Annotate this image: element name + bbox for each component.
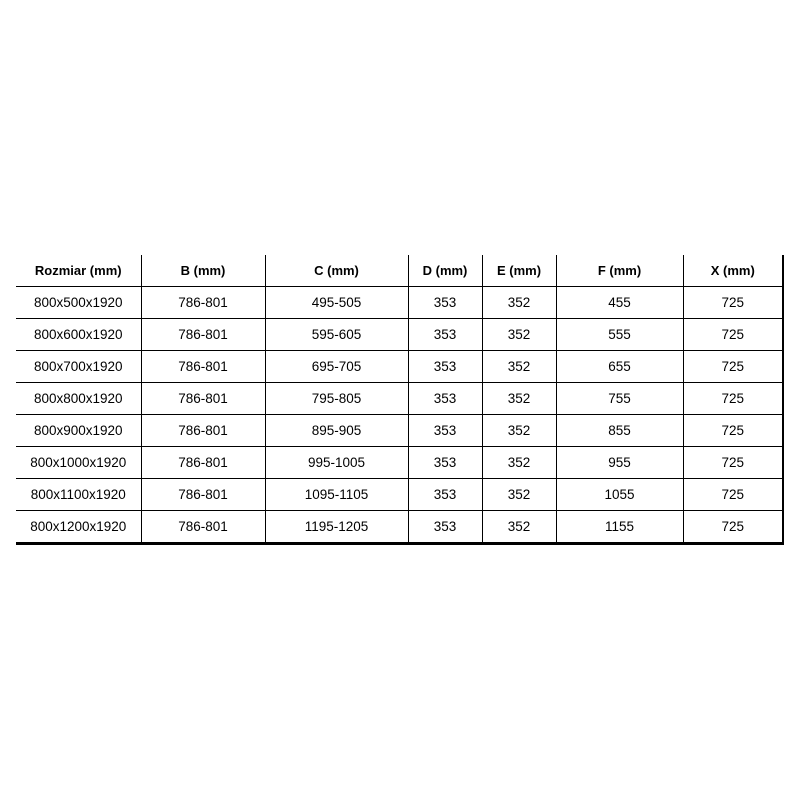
table-cell: 800x900x1920 bbox=[16, 415, 141, 447]
table-cell: 352 bbox=[482, 479, 556, 511]
table-cell: 352 bbox=[482, 447, 556, 479]
column-header-b: B (mm) bbox=[141, 255, 265, 287]
table-row bbox=[16, 351, 783, 383]
table-cell: 800x1100x1920 bbox=[16, 479, 141, 511]
column-header-e: E (mm) bbox=[482, 255, 556, 287]
table-row bbox=[16, 383, 783, 415]
table-cell: 725 bbox=[683, 447, 783, 479]
table-cell: 800x1000x1920 bbox=[16, 447, 141, 479]
table-cell: 725 bbox=[683, 287, 783, 319]
table-cell: 795-805 bbox=[265, 383, 408, 415]
table-cell: 786-801 bbox=[141, 351, 265, 383]
table-cell: 352 bbox=[482, 319, 556, 351]
table-row bbox=[16, 287, 783, 319]
table-cell: 555 bbox=[556, 319, 683, 351]
dimensions-table bbox=[16, 255, 784, 545]
column-header-x: X (mm) bbox=[683, 255, 783, 287]
table-cell: 995-1005 bbox=[265, 447, 408, 479]
table-row bbox=[16, 479, 783, 511]
table-cell: 786-801 bbox=[141, 415, 265, 447]
table-cell: 786-801 bbox=[141, 511, 265, 544]
table-cell: 353 bbox=[408, 415, 482, 447]
table-cell: 1155 bbox=[556, 511, 683, 544]
table-cell: 353 bbox=[408, 383, 482, 415]
table-cell: 725 bbox=[683, 383, 783, 415]
table-cell: 786-801 bbox=[141, 383, 265, 415]
column-header-rozmiar: Rozmiar (mm) bbox=[16, 255, 141, 287]
table-cell: 1095-1105 bbox=[265, 479, 408, 511]
table-cell: 786-801 bbox=[141, 287, 265, 319]
table-cell: 352 bbox=[482, 351, 556, 383]
table-cell: 800x800x1920 bbox=[16, 383, 141, 415]
table-cell: 725 bbox=[683, 479, 783, 511]
column-header-c: C (mm) bbox=[265, 255, 408, 287]
table-cell: 1195-1205 bbox=[265, 511, 408, 544]
table-cell: 755 bbox=[556, 383, 683, 415]
table-cell: 800x1200x1920 bbox=[16, 511, 141, 544]
column-header-d: D (mm) bbox=[408, 255, 482, 287]
table-cell: 1055 bbox=[556, 479, 683, 511]
table-cell: 353 bbox=[408, 511, 482, 544]
table-cell: 353 bbox=[408, 351, 482, 383]
table-cell: 725 bbox=[683, 511, 783, 544]
table-cell: 725 bbox=[683, 351, 783, 383]
table-cell: 955 bbox=[556, 447, 683, 479]
table-cell: 595-605 bbox=[265, 319, 408, 351]
table-cell: 725 bbox=[683, 319, 783, 351]
table-cell: 895-905 bbox=[265, 415, 408, 447]
table-cell: 352 bbox=[482, 511, 556, 544]
table-cell: 800x600x1920 bbox=[16, 319, 141, 351]
table-cell: 855 bbox=[556, 415, 683, 447]
table-cell: 655 bbox=[556, 351, 683, 383]
table-cell: 353 bbox=[408, 479, 482, 511]
table-cell: 800x700x1920 bbox=[16, 351, 141, 383]
table-cell: 352 bbox=[482, 383, 556, 415]
table-cell: 352 bbox=[482, 415, 556, 447]
table-cell: 495-505 bbox=[265, 287, 408, 319]
table-cell: 352 bbox=[482, 287, 556, 319]
table-cell: 455 bbox=[556, 287, 683, 319]
table-cell: 353 bbox=[408, 447, 482, 479]
table-cell: 786-801 bbox=[141, 319, 265, 351]
table-cell: 800x500x1920 bbox=[16, 287, 141, 319]
table-row bbox=[16, 319, 783, 351]
table-row bbox=[16, 415, 783, 447]
table-cell: 786-801 bbox=[141, 447, 265, 479]
table-row bbox=[16, 447, 783, 479]
table-cell: 695-705 bbox=[265, 351, 408, 383]
header-row bbox=[16, 255, 783, 287]
table-cell: 725 bbox=[683, 415, 783, 447]
table-row bbox=[16, 511, 783, 544]
table-cell: 353 bbox=[408, 287, 482, 319]
table-cell: 353 bbox=[408, 319, 482, 351]
column-header-f: F (mm) bbox=[556, 255, 683, 287]
table-cell: 786-801 bbox=[141, 479, 265, 511]
